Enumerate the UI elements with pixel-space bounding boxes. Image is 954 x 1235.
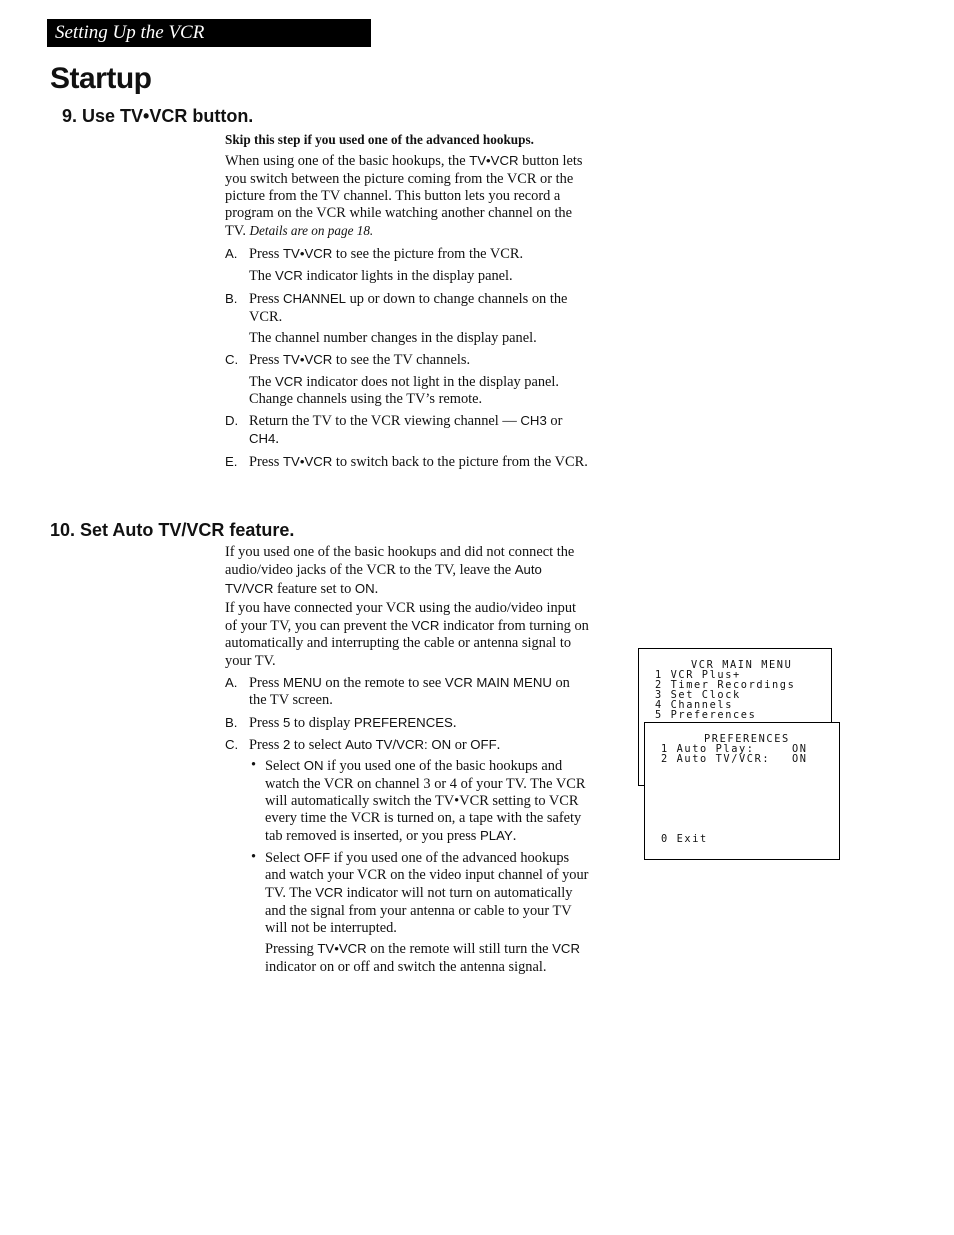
main-menu-item: 2 Timer Recordings [655,679,796,691]
bullet-on: • Select ON if you used one of the basic hookups and watch the VCR on channel 3 or 4 of your TV. The VCR will automatically switch the TV•VCR setting to VCR every time the VCR is turned on, a tape with the safety tab removed is inserted, or you press PLAY. [251,757,586,845]
preferences-exit: 0 Exit [661,833,708,845]
preferences-item-value: ON [792,753,808,765]
bullet-dot: • [251,848,257,865]
step-10-heading: 10. Set Auto TV/VCR feature. [50,520,295,540]
step-10-para-2: If you have connected your VCR using the audio/video input of your TV, you can prevent the VCR indicator from turning on automatically and interrupting the cable or antenna signal to your TV. [225,599,589,669]
step-9-intro: When using one of the basic hookups, the TV•VCR button lets you switch between the picture coming from the VCR or the picture from the TV channel. This button lets you record a program on the VCR while watching another channel on the TV. Details are on page 18. [225,153,583,240]
step-9-item-d: D. Return the TV to the VCR viewing channel — CH3 or CH4. [225,413,563,448]
step-10-item-a: A. Press MENU on the remote to see VCR MAIN MENU on the TV screen. [225,675,570,709]
step-9-item-e: E. Press TV•VCR to switch back to the picture from the VCR. [225,453,588,470]
section-header-bar [47,19,371,47]
preferences-item-label: 1 Auto Play: [661,743,755,755]
step-9-item-c: C. Press TV•VCR to see the TV channels. The VCR indicator does not light in the display panel. Change channels using the TV’s remote. [225,352,560,407]
step-9-body [225,131,590,471]
main-menu-title: VCR MAIN MENU [691,659,793,671]
section-header-label: Setting Up the VCR [55,22,205,43]
step-9-heading: 9. Use TV•VCR button. [62,106,254,126]
main-menu-item: 3 Set Clock [655,689,741,701]
preferences-item-label: 2 Auto TV/VCR: [661,753,771,765]
preferences-screen [644,722,840,860]
step-10-item-c: C. Press 2 to select Auto TV/VCR: ON or OFF. [225,736,501,753]
main-menu-item: 1 VCR Plus+ [655,669,741,681]
bullet-off-continuation: Pressing TV•VCR on the remote will still turn the VCR indicator on or off and switch the antenna signal. [265,941,580,975]
step-10-para-1: If you used one of the basic hookups and did not connect the audio/video jacks of the VCR to the TV, leave the Auto TV/VCR feature set to ON. [225,544,575,597]
step-10-body [225,544,590,976]
step-9-item-a: A. Press TV•VCR to see the picture from the VCR. The VCR indicator lights in the display panel. [225,245,524,285]
bullet-off: • Select OFF if you used one of the advanced hookups and watch your VCR on the video input channel of your TV. The VCR indicator will not turn on automatically and the signal from your antenna or cable to your TV will not be interrupted. [251,848,589,936]
bullet-dot: • [251,757,257,774]
step-10-item-b: B. Press 5 to display PREFERENCES. [225,714,457,731]
preferences-title: PREFERENCES [704,733,790,745]
step-9-item-b: B. Press CHANNEL up or down to change channels on the VCR. The channel number changes in the display panel. [225,291,568,346]
main-menu-item: 4 Channels [655,699,733,711]
details-note: Details are on page 18. [249,223,374,239]
preferences-item-value: ON [792,743,808,755]
main-menu-item: 5 Preferences [655,709,757,721]
skip-note: Skip this step if you used one of the advanced hookups. [225,132,534,147]
page-title: Startup [50,62,152,95]
